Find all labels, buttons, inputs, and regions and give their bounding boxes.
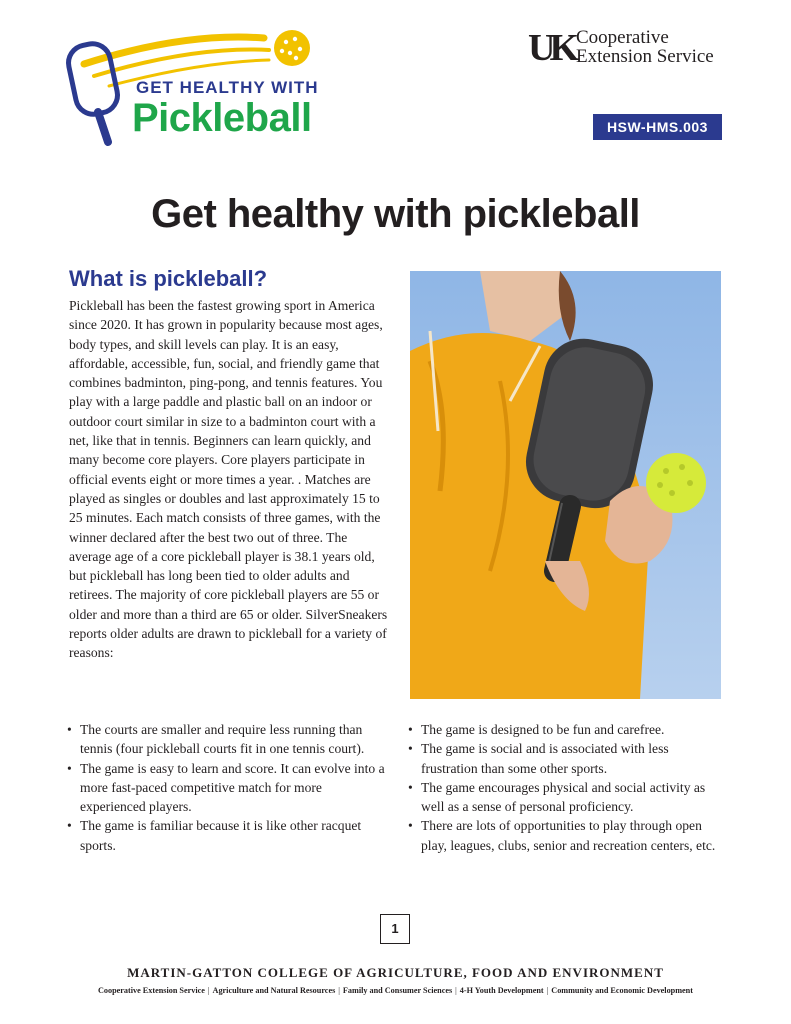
ces-line-1: Cooperative [576, 27, 669, 48]
ces-name [576, 28, 714, 66]
list-item: • The game is social and is associated with less frustration than some other sports. [408, 739, 728, 778]
cooperative-extension-logo [528, 28, 758, 72]
reasons-list-right [408, 720, 728, 855]
list-item: • The game encourages physical and social activity as well as a sense of personal proficiency. [408, 778, 728, 817]
list-item: • The game is designed to be fun and carefree. [408, 720, 728, 739]
department-item: Family and Consumer Sciences [342, 986, 453, 995]
logo-tagline: GET HEALTHY WITH [136, 78, 319, 97]
reasons-list-left [67, 720, 387, 855]
list-item: • The courts are smaller and require less running than tennis (four pickleball courts fit in one tennis court). [67, 720, 387, 759]
department-list: Cooperative Extension Service | Agriculture and Natural Resources | Family and Consumer Sciences | 4-H Youth Development | Community and Economic Development [98, 986, 693, 995]
department-item: Community and Economic Development [551, 986, 693, 995]
section-heading: What is pickleball? [69, 266, 268, 291]
department-item: Agriculture and Natural Resources [212, 986, 336, 995]
list-item: • The game is easy to learn and score. It can evolve into a more fast-paced competitive match for more experienced players. [67, 759, 387, 817]
intro-paragraph: Pickleball has been the fastest growing sport in America since 2020. It has grown in popularity because most ages, body types, and skill levels can play. It is an easy, affordable, accessible, fun, social, and friendly game that combines badminton, ping-pong, and tennis features. You play with a large paddle and plastic ball on an indoor or outdoor court similar in size to a badminton court with a net, like that in tennis. Beginners can learn quickly, and many become core players. Core players participate in official events eight or more times a year. . Matches are played as singles or doubles and last approximately 15 to 25 minutes. Each match consists of three games, with the winner declared after the best two out of three. The average age of a core pickleball player is 38.1 years old, but pickleball has long been tied to older adults and retirees. The majority of core pickleball players are 55 or older and more than a third are 65 or older. SilverSneakers reports older adults are drawn to pickleball for a variety of reasons: [69, 298, 388, 661]
department-item: 4-H Youth Development [459, 986, 544, 995]
logo-wordmark: Pickleball [132, 96, 312, 140]
page-title: Get healthy with pickleball [151, 192, 640, 236]
get-healthy-pickleball-logo [64, 24, 364, 154]
document-code-badge: HSW-HMS.003 [593, 114, 722, 140]
department-item: Cooperative Extension Service [98, 986, 205, 995]
page-number: 1 [380, 914, 410, 944]
uk-logo-mark: UK [528, 27, 573, 69]
list-item: • There are lots of opportunities to play through open play, leagues, clubs, senior and recreation centers, etc. [408, 816, 728, 855]
ces-line-2: Extension Service [576, 46, 714, 67]
pickleball-player-photo [410, 271, 721, 699]
list-item: • The game is familiar because it is like other racquet sports. [67, 816, 387, 855]
college-name: MARTIN-GATTON COLLEGE OF AGRICULTURE, FOOD AND ENVIRONMENT [127, 965, 664, 980]
